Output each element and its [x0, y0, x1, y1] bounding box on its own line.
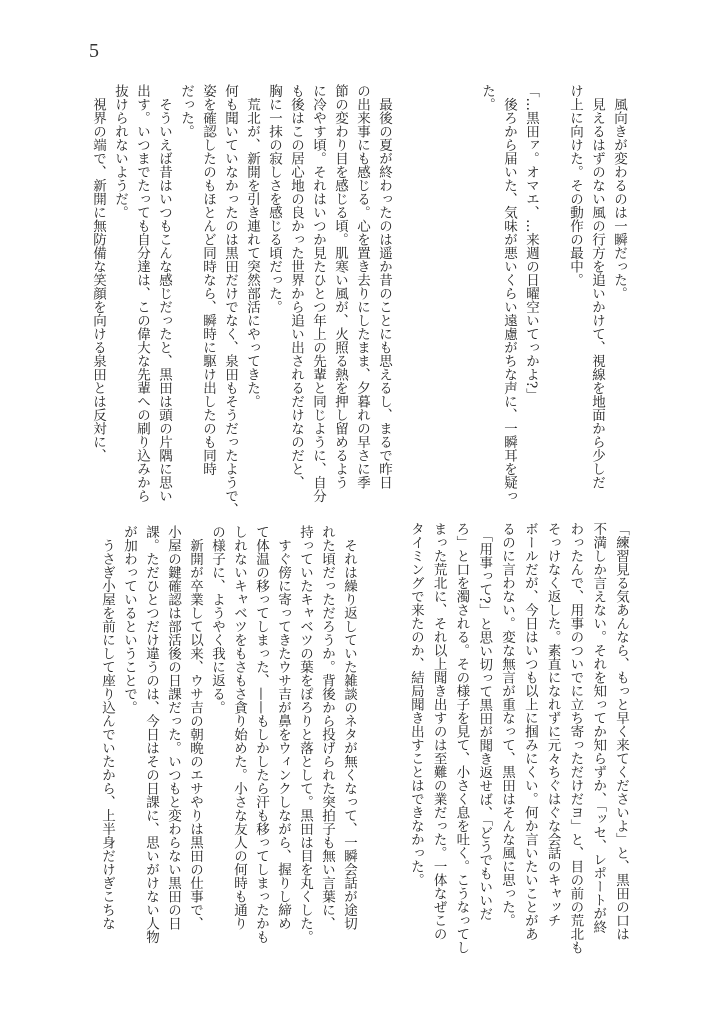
- text-line: も後はこの居心地の良かった世界から追い出されるだけなのだと、: [288, 84, 304, 489]
- text-line: の出来事にも感じる。心を置き去りにしたまま、夕暮れの早さに季: [354, 84, 370, 489]
- text-line: 最後の夏が終わったのは遥か昔のことにも思えるし、まるで昨日: [376, 84, 392, 489]
- text-line: ろ」と口を濁される。その様子を見て、小さく息を吐く。こうなってし: [453, 522, 470, 954]
- text-line: 見えるはずのない風の行方を追いかけて、視線を地面から少しだ: [589, 84, 605, 489]
- text-block-bottom-left: [95, 525, 359, 944]
- text-line: るのに言わない。変な無言が重なって、黒田はそんな風に思った。: [499, 522, 516, 927]
- text-line: 何も聞いていなかったのは黒田だけでなく、泉田もそうだったようで、: [222, 84, 238, 516]
- text-line: まった荒北に、それ以上聞き出すのは至難の業だった。一体なぜこの: [430, 522, 447, 941]
- text-line: タイミングで来たのか、結局聞き出すことはできなかった。: [407, 522, 424, 887]
- text-line: だった。: [178, 84, 194, 138]
- text-line: て体温の移ってしまった、——もしかしたら汗も移ってしまったかも: [253, 525, 269, 944]
- text-line: の様子に、ようやく我に返る。: [209, 525, 225, 714]
- text-line: た。: [479, 84, 495, 111]
- text-line: 「練習見る気あんなら、もっと早く来てくださいよ」と、黒田の口は: [613, 522, 629, 941]
- text-line: しれないキャベツをもさもさ貪り始めた。小さな友人の何時も通り: [231, 525, 247, 930]
- text-line: 視界の端で、新開に無防備な笑顔を向ける泉田とは反対に、: [90, 84, 106, 462]
- text-line: 「用事って?」と思い切って黒田が聞き返せば、「どうでもいいだ: [476, 522, 493, 921]
- text-line: 風向きが変わるのは一瞬だった。: [611, 84, 627, 300]
- text-line: 不満しか言えない。それを知ってか知らずか、「ッセ、レポートが終: [590, 522, 607, 934]
- text-line: 小屋の鍵確認は部活後の日課だった。いつもと変わらない黒田の日: [165, 525, 181, 930]
- text-line: に冷やす頃。それはいつか見たひとつ年上の先輩と同じように、自分: [310, 84, 326, 503]
- text-line: わったんで、用事のついでに立ち寄っただけだヨ」と、目の前の荒北も: [567, 522, 584, 954]
- text-line: 胸に一抹の寂しさを感じる頃だった。: [266, 84, 282, 314]
- text-line: 後ろから届いた、気味が悪いくらい遠慮がちな声に、一瞬耳を疑っ: [501, 84, 517, 503]
- text-line: 持っていたキャベツの葉をぽろりと落として。黒田は目を丸くした。: [297, 525, 313, 944]
- text-line: そういえば昔はいつもこんな感じだったと、黒田は頭の片隅に思い: [156, 84, 172, 503]
- text-line: そっけなく返した。素直になれずに元々ちぐはぐな会話のキャッチ: [544, 522, 561, 927]
- text-block-bottom-right: [404, 522, 632, 954]
- text-line: 姿を確認したのもほとんど同時なら、瞬時に駆け出したのも同時: [200, 84, 216, 476]
- text-line: れた頃だっただろうか。背後から投げられた突拍子も無い言葉に、: [319, 525, 335, 930]
- text-line: うさぎ小屋を前にして座り込んでいたから、上半身だけぎこちな: [99, 525, 115, 930]
- text-line: 節の変わり目を感じる頃。肌寒い風が、火照る熱を押し留めるよう: [332, 84, 348, 489]
- text-line: [542, 84, 564, 499]
- text-block-top-right: [476, 84, 630, 503]
- text-line: 抜けられないようだ。: [112, 84, 128, 219]
- text-line: すぐ傍に寄ってきたウサ吉が鼻をウィンクしながら、握りし締め: [275, 525, 291, 930]
- text-line: が加わっているということで。: [121, 525, 137, 714]
- text-line: それは繰り返していた雑談のネタが無くなって、一瞬会話が途切: [341, 525, 357, 930]
- text-line: ボールだが、今日はいつも以上に掴みにくい。何か言いたいことがあ: [521, 522, 538, 941]
- text-line: 課。ただひとつだけ違うのは、今日はその日課に、思いがけない人物: [143, 525, 159, 944]
- text-line: 新開が卒業して以来、ウサ吉の朝晩のエサやりは黒田の仕事で、: [187, 525, 203, 930]
- text-line: け上に向けた。その動作の最中。: [567, 84, 583, 287]
- text-line: 「…黒田ァ。オマエ、…来週の日曜空いてっかよ?」: [523, 84, 539, 402]
- text-block-top-left: [86, 84, 394, 516]
- text-line: 荒北が、新開を引き連れて突然部活にやってきた。: [244, 84, 260, 408]
- text-line: 出す。いつまでたっても自分達は、この偉大な先輩への刷り込みから: [134, 84, 150, 503]
- page-number: 5: [89, 40, 99, 62]
